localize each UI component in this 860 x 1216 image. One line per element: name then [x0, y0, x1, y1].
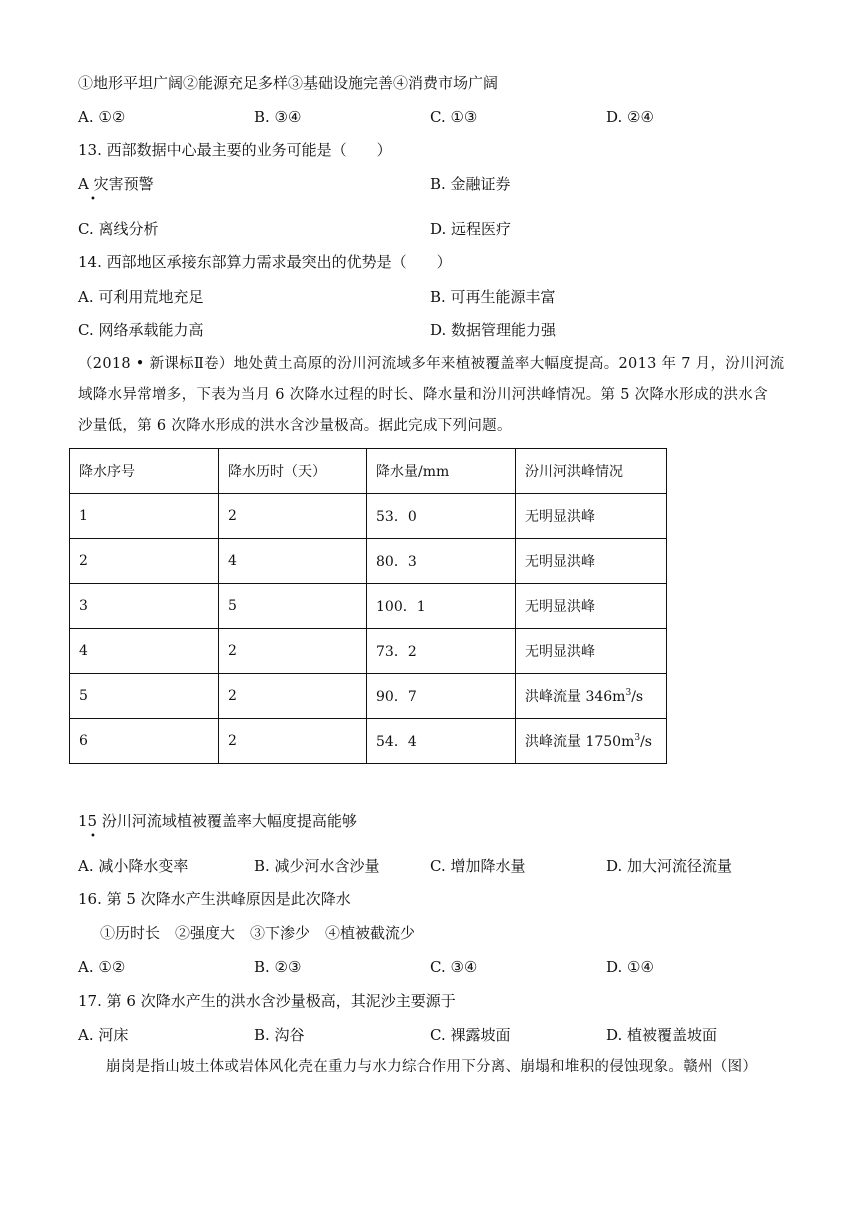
- table-cell: 53．0: [367, 494, 516, 539]
- passage-line-2: 域降水异常增多，下表为当月 6 次降水过程的时长、降水量和汾川河洪峰情况。第 5 次降水形成的洪水含: [78, 387, 768, 403]
- dot-mark: •: [90, 194, 96, 205]
- table-cell: 无明显洪峰: [516, 539, 667, 584]
- table-cell: 无明显洪峰: [516, 494, 667, 539]
- q15-stem: 15 汾川河流域植被覆盖率大幅度提高能够: [78, 812, 357, 830]
- flow-text: 洪峰流量 346m: [525, 689, 626, 705]
- table-row: [70, 674, 667, 719]
- q13-option-c: C. 离线分析: [78, 220, 159, 238]
- q12-option-c: C. ①③: [430, 108, 478, 126]
- unit-suffix: /s: [631, 689, 644, 705]
- table-cell: 90．7: [367, 674, 516, 719]
- table-cell: 2: [70, 539, 219, 584]
- table-header-cell: 降水历时（天）: [219, 449, 367, 494]
- table-cell: 6: [70, 719, 219, 764]
- closing-paragraph: 崩岗是指山坡土体或岩体风化壳在重力与水力综合作用下分离、崩塌和堆积的侵蚀现象。赣州（图）: [106, 1059, 758, 1075]
- q13-stem: 13. 西部数据中心最主要的业务可能是（ ）: [78, 141, 392, 159]
- q16-option-a: A. ①②: [78, 958, 126, 976]
- table-row: [70, 584, 667, 629]
- unit-superscript: 3: [625, 688, 632, 698]
- table-header-cell: 降水序号: [70, 449, 219, 494]
- dot-mark: •: [90, 831, 96, 842]
- table-cell: 2: [219, 674, 367, 719]
- q15-option-d: D. 加大河流径流量: [606, 857, 733, 875]
- table-cell-flow: [516, 719, 667, 764]
- q16-option-b: B. ②③: [254, 958, 302, 976]
- table-cell: 2: [219, 494, 367, 539]
- table-header-row: [70, 449, 667, 494]
- table-cell: 3: [70, 584, 219, 629]
- table-row: [70, 539, 667, 584]
- q15-option-a: A. 减小降水变率: [78, 857, 189, 875]
- passage: [78, 349, 788, 442]
- table-cell: 无明显洪峰: [516, 584, 667, 629]
- table-cell: 2: [219, 719, 367, 764]
- table-row: [70, 629, 667, 674]
- table-row: [70, 719, 667, 764]
- table-row: [70, 494, 667, 539]
- q14-option-d: D. 数据管理能力强: [430, 321, 557, 339]
- q13-option-a: A 灾害预警: [78, 175, 154, 193]
- q17-option-d: D. 植被覆盖坡面: [606, 1026, 718, 1044]
- q17-option-a: A. 河床: [78, 1026, 129, 1044]
- table-cell: 5: [219, 584, 367, 629]
- unit-superscript: 3: [634, 733, 641, 743]
- q15-option-b: B. 减少河水含沙量: [254, 857, 380, 875]
- q12-option-d: D. ②④: [606, 108, 654, 126]
- q12-choices: ①地形平坦广阔②能源充足多样③基础设施完善④消费市场广阔: [78, 74, 499, 92]
- q17-option-b: B. 沟谷: [254, 1026, 305, 1044]
- q12-option-b: B. ③④: [254, 108, 302, 126]
- rainfall-table: [69, 448, 667, 764]
- table-cell-flow: [516, 674, 667, 719]
- q14-option-a: A. 可利用荒地充足: [78, 288, 204, 306]
- q16-stem: 16. 第 5 次降水产生洪峰原因是此次降水: [78, 890, 351, 908]
- q16-option-c: C. ③④: [430, 958, 478, 976]
- table-header-cell: 降水量/mm: [367, 449, 516, 494]
- table-cell: 4: [219, 539, 367, 584]
- table-header-cell: 汾川河洪峰情况: [516, 449, 667, 494]
- q13-option-d: D. 远程医疗: [430, 220, 512, 238]
- q14-stem: 14. 西部地区承接东部算力需求最突出的优势是（ ）: [78, 253, 452, 271]
- flow-text: 洪峰流量 1750m: [525, 734, 635, 750]
- table-cell: 100．1: [367, 584, 516, 629]
- table-cell: 2: [219, 629, 367, 674]
- q14-option-c: C. 网络承载能力高: [78, 321, 204, 339]
- q12-option-a: A. ①②: [78, 108, 126, 126]
- unit-suffix: /s: [640, 734, 652, 750]
- table-cell: 无明显洪峰: [516, 629, 667, 674]
- table-cell: 5: [70, 674, 219, 719]
- table-cell: 1: [70, 494, 219, 539]
- q14-option-b: B. 可再生能源丰富: [430, 288, 556, 306]
- q15-option-c: C. 增加降水量: [430, 857, 526, 875]
- table-cell: 73．2: [367, 629, 516, 674]
- q16-option-d: D. ①④: [606, 958, 654, 976]
- table-cell: 80．3: [367, 539, 516, 584]
- q17-stem: 17. 第 6 次降水产生的洪水含沙量极高，其泥沙主要源于: [78, 992, 456, 1010]
- passage-line-1: （2018 • 新课标Ⅱ卷）地处黄土高原的汾川河流域多年来植被覆盖率大幅度提高。2013 年 7 月，汾川河流: [78, 356, 785, 372]
- table-cell: 4: [70, 629, 219, 674]
- table-cell: 54．4: [367, 719, 516, 764]
- q17-option-c: C. 裸露坡面: [430, 1026, 511, 1044]
- q16-choices: ①历时长 ②强度大 ③下渗少 ④植被截流少: [100, 924, 416, 942]
- passage-line-3: 沙量低，第 6 次降水形成的洪水含沙量极高。据此完成下列问题。: [78, 418, 512, 434]
- q13-option-b: B. 金融证券: [430, 175, 511, 193]
